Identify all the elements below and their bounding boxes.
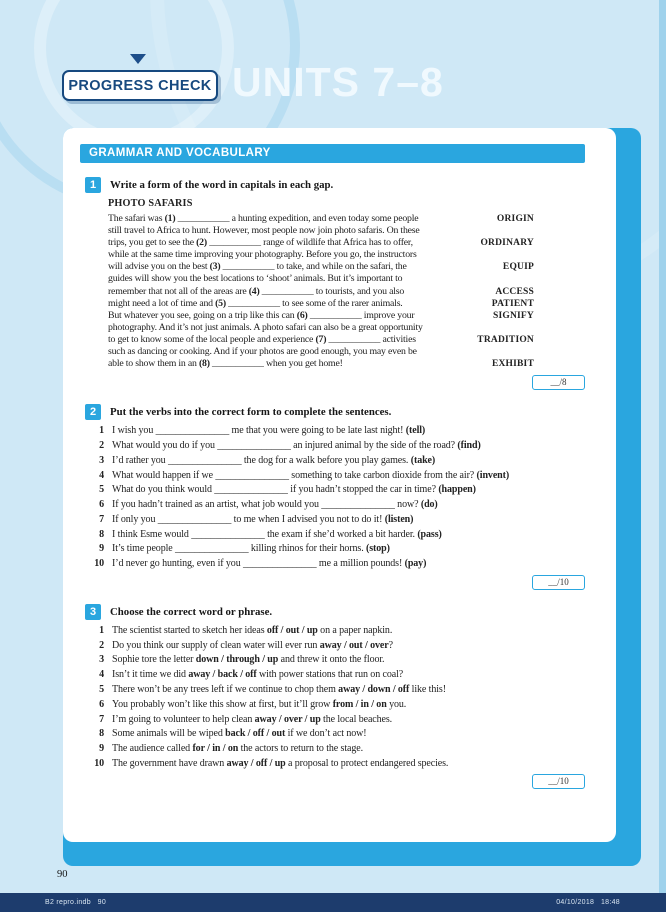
sentence-text: I’m going to volunteer to help clean away / over / up the local beaches. — [112, 713, 393, 725]
page-edge-strip — [659, 0, 666, 912]
exercises-container — [80, 177, 585, 789]
progress-check-label: PROGRESS CHECK — [68, 77, 212, 94]
sentence-text: You probably won’t like this show at first, but it’ll grow from / in / on you. — [112, 698, 407, 710]
sentence-number: 3 — [99, 454, 104, 466]
sentence-item — [90, 715, 585, 726]
sentence-text: I’d never go hunting, even if you _______________ me a million pounds! (pay) — [112, 558, 427, 570]
score-row — [80, 575, 585, 590]
passage-line — [108, 358, 534, 370]
sentence-item — [90, 530, 585, 541]
sentence-number: 10 — [94, 757, 104, 769]
passage-text: guides will show you the best locations to ‘shoot’ animals. But it’s important to — [108, 273, 403, 285]
passage-line — [108, 286, 534, 298]
exercise-number-badge: 2 — [85, 404, 101, 420]
exercise-2 — [80, 404, 585, 590]
sentence-number: 4 — [99, 469, 104, 481]
exercise-instruction: Put the verbs into the correct form to complete the sentences. — [110, 406, 392, 419]
sentence-item — [90, 729, 585, 740]
sentence-text: I wish you _______________ me that you were going to be late last night! (tell) — [112, 425, 426, 437]
content-card — [63, 128, 616, 842]
page-number: 90 — [57, 869, 68, 880]
sentence-item — [90, 544, 585, 555]
exercise-1 — [80, 177, 585, 390]
sentence-text: What would you do if you _______________ an injured animal by the side of the road? (find) — [112, 440, 481, 451]
passage-line — [108, 261, 534, 273]
passage-text: photography. And it’s not just animals. A photo safari can also be a great opportunity — [108, 321, 423, 333]
page-title: UNITS 7–8 — [232, 59, 444, 105]
passage-text: to get to know some of the local people and experience (7) ___________ activities — [108, 333, 416, 345]
sentence-text: What would happen if we _______________ something to take carbon dioxide from the air? (invent) — [112, 469, 510, 481]
sentence-item — [90, 626, 585, 637]
sentence-text: If you hadn’t trained as an artist, what job would you _______________ now? (do) — [112, 499, 438, 511]
capitals-word: PATIENT — [491, 298, 534, 309]
sentence-item — [90, 515, 585, 526]
passage-line — [108, 225, 534, 237]
footer-right-text: 04/10/2018 18:48 — [556, 899, 620, 906]
passage-text: The safari was (1) ___________ a hunting expedition, and even today some people — [108, 213, 419, 224]
sentence-item — [90, 655, 585, 666]
sentence-item — [90, 441, 585, 452]
score-row — [80, 375, 585, 390]
sentence-number: 4 — [99, 669, 104, 681]
passage-line — [108, 298, 534, 310]
capitals-word: TRADITION — [477, 334, 534, 345]
sentence-item — [90, 685, 585, 696]
score-box: __/8 — [532, 375, 585, 390]
passage-text: will advise you on the best (3) ___________ to take, and while on the safari, the — [108, 261, 407, 273]
sentence-item — [90, 700, 585, 711]
passage-text: such as dancing or cooking. And if your photos are good enough, you may even be — [108, 346, 417, 358]
sentence-text: Do you think our supply of clean water will ever run away / out / over? — [112, 639, 393, 651]
passage-line — [108, 237, 534, 249]
capitals-word: EXHIBIT — [491, 359, 534, 370]
sentence-list — [90, 626, 585, 770]
passage-title: PHOTO SAFARIS — [108, 198, 193, 209]
sentence-text: The scientist started to sketch her ideas off / out / up on a paper napkin. — [112, 624, 393, 636]
sentence-item — [90, 670, 585, 681]
sentence-text: The government have drawn away / off / up a proposal to protect endangered species. — [112, 757, 449, 769]
passage-line — [108, 249, 534, 261]
sentence-number: 6 — [99, 698, 104, 710]
sentence-text: Isn’t it time we did away / back / off with power stations that run on coal? — [112, 669, 404, 681]
sentence-item — [90, 641, 585, 652]
exercise-number-badge: 3 — [85, 604, 101, 620]
sentence-number: 3 — [99, 654, 104, 666]
exercise-instruction: Choose the correct word or phrase. — [110, 605, 273, 618]
sentence-text: If only you _______________ to me when I advised you not to do it! (listen) — [112, 513, 414, 525]
triangle-marker-icon — [130, 54, 146, 64]
sentence-item — [90, 485, 585, 496]
passage-line — [108, 346, 534, 358]
passage-line — [108, 273, 534, 285]
sentence-number: 2 — [99, 639, 104, 651]
sentence-item — [90, 759, 585, 770]
sentence-text: The audience called for / in / on the actors to return to the stage. — [112, 743, 363, 755]
sentence-list — [90, 426, 585, 570]
progress-check-badge — [62, 70, 218, 101]
exercise-number-badge: 1 — [85, 177, 101, 193]
sentence-text: It’s time people _______________ killing rhinos for their horns. (stop) — [112, 543, 390, 555]
exercise-header — [85, 177, 585, 193]
sentence-number: 9 — [99, 543, 104, 555]
sentence-number: 5 — [99, 484, 104, 496]
sentence-number: 8 — [99, 528, 104, 540]
sentence-text: Sophie tore the letter down / through / up and threw it onto the floor. — [112, 654, 385, 666]
sentence-text: I’d rather you _______________ the dog for a walk before you play games. (take) — [112, 454, 436, 466]
capitals-word: SIGNIFY — [493, 310, 534, 321]
exercise-header — [85, 604, 585, 620]
sentence-item — [90, 744, 585, 755]
sentence-item — [90, 471, 585, 482]
passage-text: able to show them in an (8) ___________ when you get home! — [108, 358, 343, 370]
sentence-text: There won’t be any trees left if we continue to chop them away / down / off like this! — [112, 683, 446, 695]
sentence-text: Some animals will be wiped back / off / out if we don’t act now! — [112, 728, 367, 740]
capitals-word: EQUIP — [502, 262, 534, 273]
section-header: GRAMMAR AND VOCABULARY — [80, 144, 585, 163]
passage-text: still travel to Africa to hunt. However, most people now join photo safaris. On these — [108, 225, 420, 237]
score-box: __/10 — [532, 575, 585, 590]
sentence-number: 2 — [99, 440, 104, 451]
passage-line — [108, 334, 534, 346]
sentence-number: 1 — [99, 425, 104, 437]
sentence-number: 8 — [99, 728, 104, 740]
passage-text: remember that not all of the areas are (4) ___________ to tourists, and you also — [108, 285, 405, 297]
exercise-3 — [80, 604, 585, 790]
print-footer-bar — [0, 893, 666, 912]
passage-text: while at the same time improving your photography. Before you go, the instructors — [108, 249, 417, 261]
sentence-number: 6 — [99, 499, 104, 511]
capitals-word: ACCESS — [495, 286, 534, 297]
exercise-instruction: Write a form of the word in capitals in each gap. — [110, 179, 334, 191]
capitals-word: ORIGIN — [496, 214, 534, 224]
sentence-item — [90, 500, 585, 511]
score-box: __/10 — [532, 774, 585, 789]
passage-line — [108, 213, 534, 225]
sentence-number: 7 — [99, 713, 104, 725]
passage-line — [108, 322, 534, 334]
sentence-item — [90, 456, 585, 467]
score-row — [80, 774, 585, 789]
sentence-number: 1 — [99, 624, 104, 636]
passage-text: might need a lot of time and (5) ___________ to see some of the rarer animals. — [108, 297, 403, 309]
sentence-number: 5 — [99, 683, 104, 695]
sentence-text: What do you think would _______________ if you hadn’t stopped the car in time? (happen) — [112, 484, 476, 496]
cloze-passage — [108, 198, 534, 370]
content-card-shadow — [63, 128, 641, 866]
passage-text: But whatever you see, going on a trip like this can (6) ___________ improve your — [108, 309, 415, 321]
sentence-number: 7 — [99, 513, 104, 525]
passage-line — [108, 310, 534, 322]
exercise-header — [85, 404, 585, 420]
sentence-item — [90, 559, 585, 570]
sentence-item — [90, 426, 585, 437]
sentence-number: 10 — [94, 558, 104, 570]
footer-left-text: B2 repro.indb 90 — [45, 899, 107, 906]
passage-text: trips, you get to see the (2) ___________ range of wildlife that Africa has to offer, — [108, 237, 413, 249]
capitals-word: ORDINARY — [480, 238, 534, 249]
sentence-text: I think Esme would _______________ the exam if she’d worked a bit harder. (pass) — [112, 528, 442, 540]
sentence-number: 9 — [99, 743, 104, 755]
